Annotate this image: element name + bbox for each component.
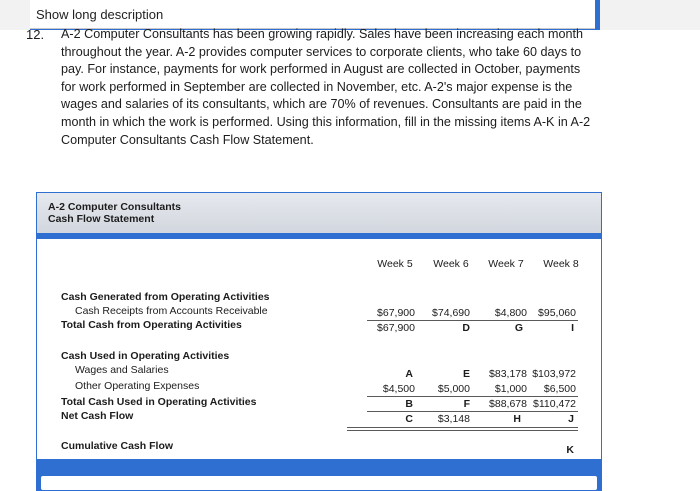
show-long-description-link[interactable]: Show long description [36,7,164,22]
label-cash-used: Cash Used in Operating Activities [61,350,230,362]
panel-footer-field [41,476,597,490]
statement-heading [48,201,181,225]
total-cash-used-week-5: B [405,398,413,410]
cash-receipts-week-7: $4,800 [494,307,527,319]
total-cash-used-week-8: $110,472 [532,398,576,410]
other-expenses-week-5: $4,500 [382,383,415,395]
wages-week-8: $103,972 [532,368,576,380]
statement-title: Cash Flow Statement [48,213,155,225]
net-cash-flow-week-7: H [513,413,521,425]
cumulative-week-8: K [566,444,574,456]
column-header-week-7: Week 7 [488,258,524,270]
question-number: 12. [26,27,45,42]
label-cumulative: Cumulative Cash Flow [61,440,174,452]
subtotal-rule [367,320,578,321]
column-header-week-5: Week 5 [377,258,413,270]
cash-receipts-week-8: $95,060 [538,307,576,319]
question-text: A-2 Computer Consultants has been growing rapidly. Sales have been increasing each month throughout the year. A-2 provides computer services to corporate clients, who take 60 days to pay. For instance, payments for work performed in August are collected in October, payments for work performed in September are collected in November, etc. A-2's major expense is the wages and salaries of its consultants, which are 70% of revenues. Consultants are paid in the month in which the work is performed. Using this information, fill in the missing items A-K in A-2 Computer Consultants Cash Flow Statement. [61,27,591,147]
total-used-rule [367,396,578,397]
label-cash-receipts: Cash Receipts from Accounts Receivable [75,305,268,317]
total-cash-used-week-6: F [463,398,470,410]
net-cash-flow-week-6: $3,148 [437,413,470,425]
total-cash-from-week-7: G [514,322,523,334]
panel-header [37,193,601,233]
label-cash-generated: Cash Generated from Operating Activities [61,291,270,303]
wages-week-5: A [405,368,413,380]
total-cash-from-week-8: I [571,322,574,334]
cash-receipts-week-6: $74,690 [432,307,470,319]
total-double-rule-top [347,427,578,428]
label-total-cash-used: Total Cash Used in Operating Activities [61,396,257,408]
cash-flow-statement-panel [36,192,602,491]
label-total-cash-from: Total Cash from Operating Activities [61,319,242,331]
other-expenses-week-8: $6,500 [543,383,576,395]
cash-receipts-week-5: $67,900 [377,307,415,319]
column-header-week-8: Week 8 [543,258,579,270]
total-cash-from-week-6: D [462,322,470,334]
label-net-cash-flow: Net Cash Flow [61,410,134,422]
wages-week-7: $83,178 [489,368,527,380]
label-other-expenses: Other Operating Expenses [75,380,200,392]
total-cash-from-week-5: $67,900 [377,322,415,334]
wages-week-6: E [462,368,470,380]
net-cash-flow-week-5: C [405,413,413,425]
net-rule [367,411,578,412]
other-expenses-week-6: $5,000 [437,383,470,395]
statement-table [37,239,601,459]
other-expenses-week-7: $1,000 [494,383,527,395]
column-header-week-6: Week 6 [433,258,469,270]
net-cash-flow-week-8: J [568,413,574,425]
label-wages: Wages and Salaries [75,364,169,376]
company-name: A-2 Computer Consultants [48,201,182,213]
total-double-rule-bottom [347,430,578,431]
total-cash-used-week-7: $88,678 [489,398,527,410]
